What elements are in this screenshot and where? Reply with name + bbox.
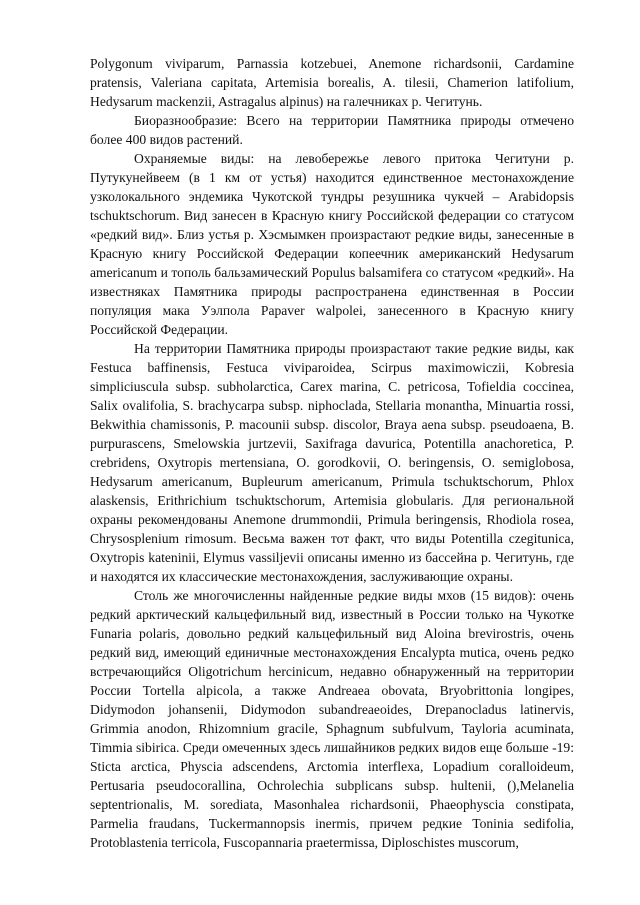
- paragraph-biodiversity: Биоразнообразие: Всего на территории Памятника природы отмечено более 400 видов растений.: [90, 113, 574, 147]
- paragraph-species-list-continued: Polygonum viviparum, Parnassia kotzebuei, Anemone richardsonii, Cardamine pratensis, Valeriana capitata, Artemisia borealis, A. tilesii, Chamerion latifolium, Hedysarum mackenzii, Astragalus alpinus) на галечниках р. Чегитунь.: [90, 56, 574, 109]
- paragraph-protected-species: Охраняемые виды: на левобережье левого притока Чегитуни р. Путукунейвеем (в 1 км от устья) находится единственное местонахождение узколокального эндемика Чукотской тундры резушника чукчей – Arabidopsis tschuktschorum. Вид занесен в Красную книгу Российской федерации со статусом «редкий вид». Близ устья р. Хэсмымкен произрастают редкие виды, занесенные в Красную книгу Российской Федерации копеечник американский Hedysarum americanum и тополь бальзамический Populus balsamifera со статусом «редкий». На известняках Памятника природы распространена единственная в России популяция мака Уэлпола Papaver walpolei, занесенного в Красную книгу Российской Федерации.: [90, 151, 574, 337]
- paragraph-mosses-lichens: Столь же многочисленны найденные редкие виды мхов (15 видов): очень редкий арктический кальцефильный вид, известный в России только на Чукотке Funaria polaris, довольно редкий кальцефильный вид Aloina brevirostris, очень редкий вид, имеющий единичные местонахождения Encalypta mutica, очень редко встречающийся Oligotrichum hercinicum, недавно обнаруженный на территории России Tortella alpicola, а также Andreaea obovata, Bryobrittonia longipes, Didymodon johansenii, Didymodon subandreaeoides, Drepanocladus latinervis, Grimmia anodon, Rhizomnium gracile, Sphagnum subfulvum, Tayloria acuminata, Timmia sibirica. Среди омеченных здесь лишайников редких видов еще больше -19: Sticta arctica, Physcia adscendens, Arctomia interflexa, Lopadium coralloideum, Pertusaria pseudocorallina, Ochrolechia subplicans subsp. hultenii, (),Melanelia septentrionalis, M. sorediata, Masonhalea richardsonii, Phaeophyscia constipata, Parmelia fraudans, Tuckermannopsis inermis, причем редкие Toninia sedifolia, Protoblastenia terricola, Fuscopannaria praetermissa, Diploschistes muscorum,: [90, 588, 574, 850]
- paragraph-rare-species: На территории Памятника природы произрастают такие редкие виды, как Festuca baffinensis, Festuca viviparoidea, Scirpus maximowiczii, Kobresia simpliciuscula subsp. subholarctica, Carex marina, C. petricosa, Tofieldia coccinea, Salix ovalifolia, S. brachycarpa subsp. niphoclada, Stellaria monantha, Minuartia rossi, Bekwithia chamissonis, P. macounii subsp. discolor, Braya aena subsp. pseudoaena, B. purpurascens, Smelowskia jurtzevii, Saxifraga davurica, Potentilla anachoretica, P. crebridens, Oxytropis mertensiana, O. gorodkovii, O. beringensis, O. semiglobosa, Hedysarum americanum, Bupleurum americanum, Primula tschuktschorum, Phlox alaskensis, Erithrichium tschuktschorum, Artemisia globularis. Для региональной охраны рекомендованы Anemone drummondii, Primula beringensis, Rhodiola rosea, Chrysosplenium rimosum. Весьма важен тот факт, что виды Potentilla czegitunica, Oxytropis kateninii, Elymus vassiljevii описаны именно из бассейна р. Чегитунь, где и находятся их классические местонахождения, заслуживающие охраны.: [90, 341, 574, 584]
